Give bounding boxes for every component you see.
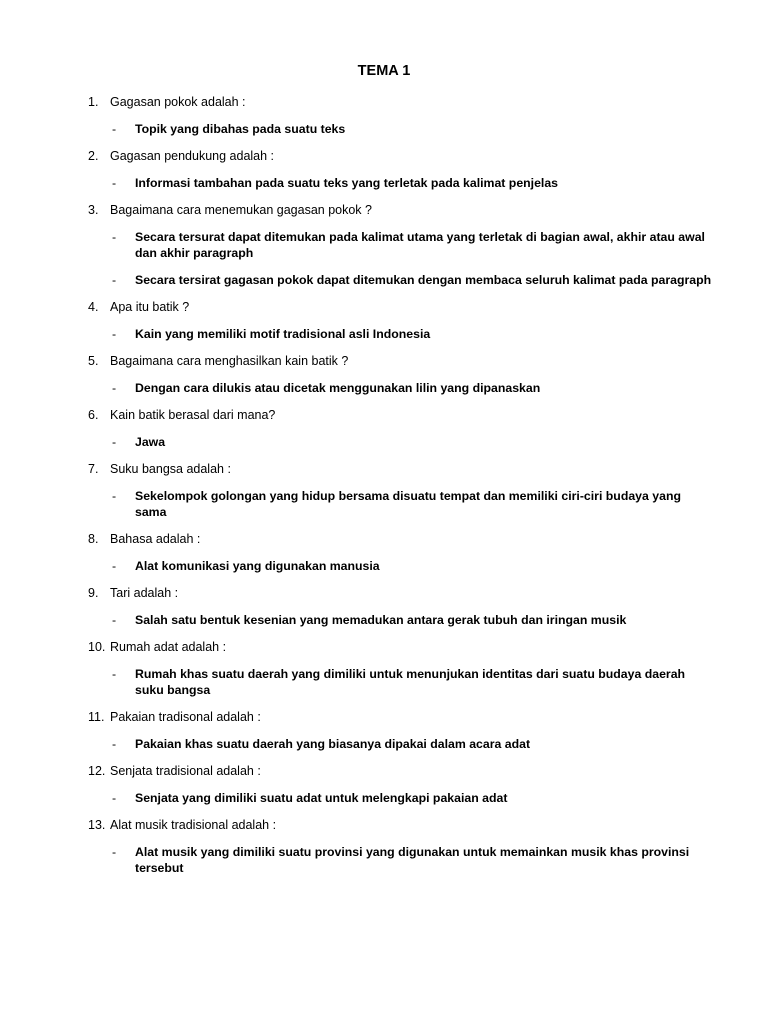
answer-text: Salah satu bentuk kesenian yang memadukan antara gerak tubuh dan iringan musik xyxy=(135,613,627,627)
question-text: Pakaian tradisonal adalah : xyxy=(110,710,261,724)
question-number: 13. xyxy=(88,818,106,832)
question-text: Bahasa adalah : xyxy=(110,532,201,546)
answer xyxy=(88,121,713,137)
question xyxy=(88,148,713,164)
dash-bullet: - xyxy=(112,435,117,449)
dash-bullet: - xyxy=(112,327,117,341)
question-number: 5. xyxy=(88,354,99,368)
answer xyxy=(88,434,713,450)
page-title: TEMA 1 xyxy=(357,63,411,79)
question xyxy=(88,817,713,833)
answer-list xyxy=(88,666,713,698)
question-number: 2. xyxy=(88,149,99,163)
question xyxy=(88,585,713,601)
answer-list xyxy=(88,736,713,752)
dash-bullet: - xyxy=(112,176,117,190)
list-item xyxy=(88,585,713,628)
question-text: Rumah adat adalah : xyxy=(110,640,227,654)
question-text: Bagaimana cara menghasilkan kain batik ? xyxy=(110,354,349,368)
answer-list xyxy=(88,488,713,520)
question-text: Gagasan pendukung adalah : xyxy=(110,149,275,163)
list-item xyxy=(88,709,713,752)
answer-text: Topik yang dibahas pada suatu teks xyxy=(135,122,346,136)
question-number: 1. xyxy=(88,95,99,109)
question xyxy=(88,202,713,218)
answer xyxy=(88,790,713,806)
answer-text: Kain yang memiliki motif tradisional asli Indonesia xyxy=(135,327,431,341)
question-number: 4. xyxy=(88,300,99,314)
answer-list xyxy=(88,326,713,342)
answer-list xyxy=(88,175,713,191)
answer xyxy=(88,558,713,574)
question-number: 9. xyxy=(88,586,99,600)
answer-list xyxy=(88,790,713,806)
answer xyxy=(88,380,713,396)
answer-list xyxy=(88,558,713,574)
answer xyxy=(88,229,713,261)
answer-list xyxy=(88,121,713,137)
answer-text: Alat komunikasi yang digunakan manusia xyxy=(135,559,380,573)
answer-list xyxy=(88,844,713,876)
dash-bullet: - xyxy=(112,230,117,244)
answer xyxy=(88,326,713,342)
answer-list xyxy=(88,612,713,628)
question xyxy=(88,763,713,779)
question xyxy=(88,94,713,110)
answer-text: Pakaian khas suatu daerah yang biasanya dipakai dalam acara adat xyxy=(135,737,531,751)
list-item xyxy=(88,407,713,450)
list-item xyxy=(88,94,713,137)
list-item xyxy=(88,202,713,288)
question-text: Suku bangsa adalah : xyxy=(110,462,231,476)
dash-bullet: - xyxy=(112,613,117,627)
answer xyxy=(88,736,713,752)
question-number: 8. xyxy=(88,532,99,546)
answer xyxy=(88,175,713,191)
question-text: Apa itu batik ? xyxy=(110,300,190,314)
dash-bullet: - xyxy=(112,737,117,751)
answer-text: Jawa xyxy=(135,435,166,449)
answer-text: Informasi tambahan pada suatu teks yang terletak pada kalimat penjelas xyxy=(135,176,559,190)
list-item xyxy=(88,531,713,574)
list-item xyxy=(88,148,713,191)
dash-bullet: - xyxy=(112,489,117,503)
answer xyxy=(88,612,713,628)
answer-text: Secara tersirat gagasan pokok dapat ditemukan dengan membaca seluruh kalimat pada paragraph xyxy=(135,273,712,287)
answer xyxy=(88,844,713,876)
question-number: 3. xyxy=(88,203,99,217)
question-text: Bagaimana cara menemukan gagasan pokok ? xyxy=(110,203,372,217)
question-number: 12. xyxy=(88,764,106,778)
list-item xyxy=(88,817,713,876)
dash-bullet: - xyxy=(112,122,117,136)
question-list xyxy=(88,94,713,887)
list-item xyxy=(88,353,713,396)
answer xyxy=(88,666,713,698)
question xyxy=(88,461,713,477)
list-item xyxy=(88,639,713,698)
question-text: Kain batik berasal dari mana? xyxy=(110,408,276,422)
question-text: Alat musik tradisional adalah : xyxy=(110,818,277,832)
answer-text: Dengan cara dilukis atau dicetak menggunakan lilin yang dipanaskan xyxy=(135,381,541,395)
question-number: 11. xyxy=(88,710,105,724)
answer-text: Rumah khas suatu daerah yang dimiliki untuk menunjukan identitas dari suatu budaya daerah suku bangsa xyxy=(135,667,686,697)
question xyxy=(88,531,713,547)
question-number: 7. xyxy=(88,462,99,476)
dash-bullet: - xyxy=(112,845,117,859)
answer-list xyxy=(88,229,713,288)
answer-text: Secara tersurat dapat ditemukan pada kalimat utama yang terletak di bagian awal, akhir atau awal dan akhir paragraph xyxy=(135,230,705,260)
question xyxy=(88,299,713,315)
question xyxy=(88,353,713,369)
question-text: Gagasan pokok adalah : xyxy=(110,95,246,109)
question-number: 10. xyxy=(88,640,106,654)
question-number: 6. xyxy=(88,408,99,422)
dash-bullet: - xyxy=(112,381,117,395)
question xyxy=(88,407,713,423)
answer-text: Alat musik yang dimiliki suatu provinsi yang digunakan untuk memainkan musik khas provinsi tersebut xyxy=(135,845,690,875)
answer-text: Sekelompok golongan yang hidup bersama disuatu tempat dan memiliki ciri-ciri budaya yang sama xyxy=(135,489,681,519)
dash-bullet: - xyxy=(112,667,117,681)
answer-text: Senjata yang dimiliki suatu adat untuk melengkapi pakaian adat xyxy=(135,791,508,805)
dash-bullet: - xyxy=(112,559,117,573)
list-item xyxy=(88,461,713,520)
dash-bullet: - xyxy=(112,273,117,287)
answer-list xyxy=(88,434,713,450)
question-text: Senjata tradisional adalah : xyxy=(110,764,261,778)
answer xyxy=(88,488,713,520)
list-item xyxy=(88,763,713,806)
list-item xyxy=(88,299,713,342)
dash-bullet: - xyxy=(112,791,117,805)
question xyxy=(88,709,713,725)
answer xyxy=(88,272,713,288)
question xyxy=(88,639,713,655)
question-text: Tari adalah : xyxy=(110,586,179,600)
answer-list xyxy=(88,380,713,396)
